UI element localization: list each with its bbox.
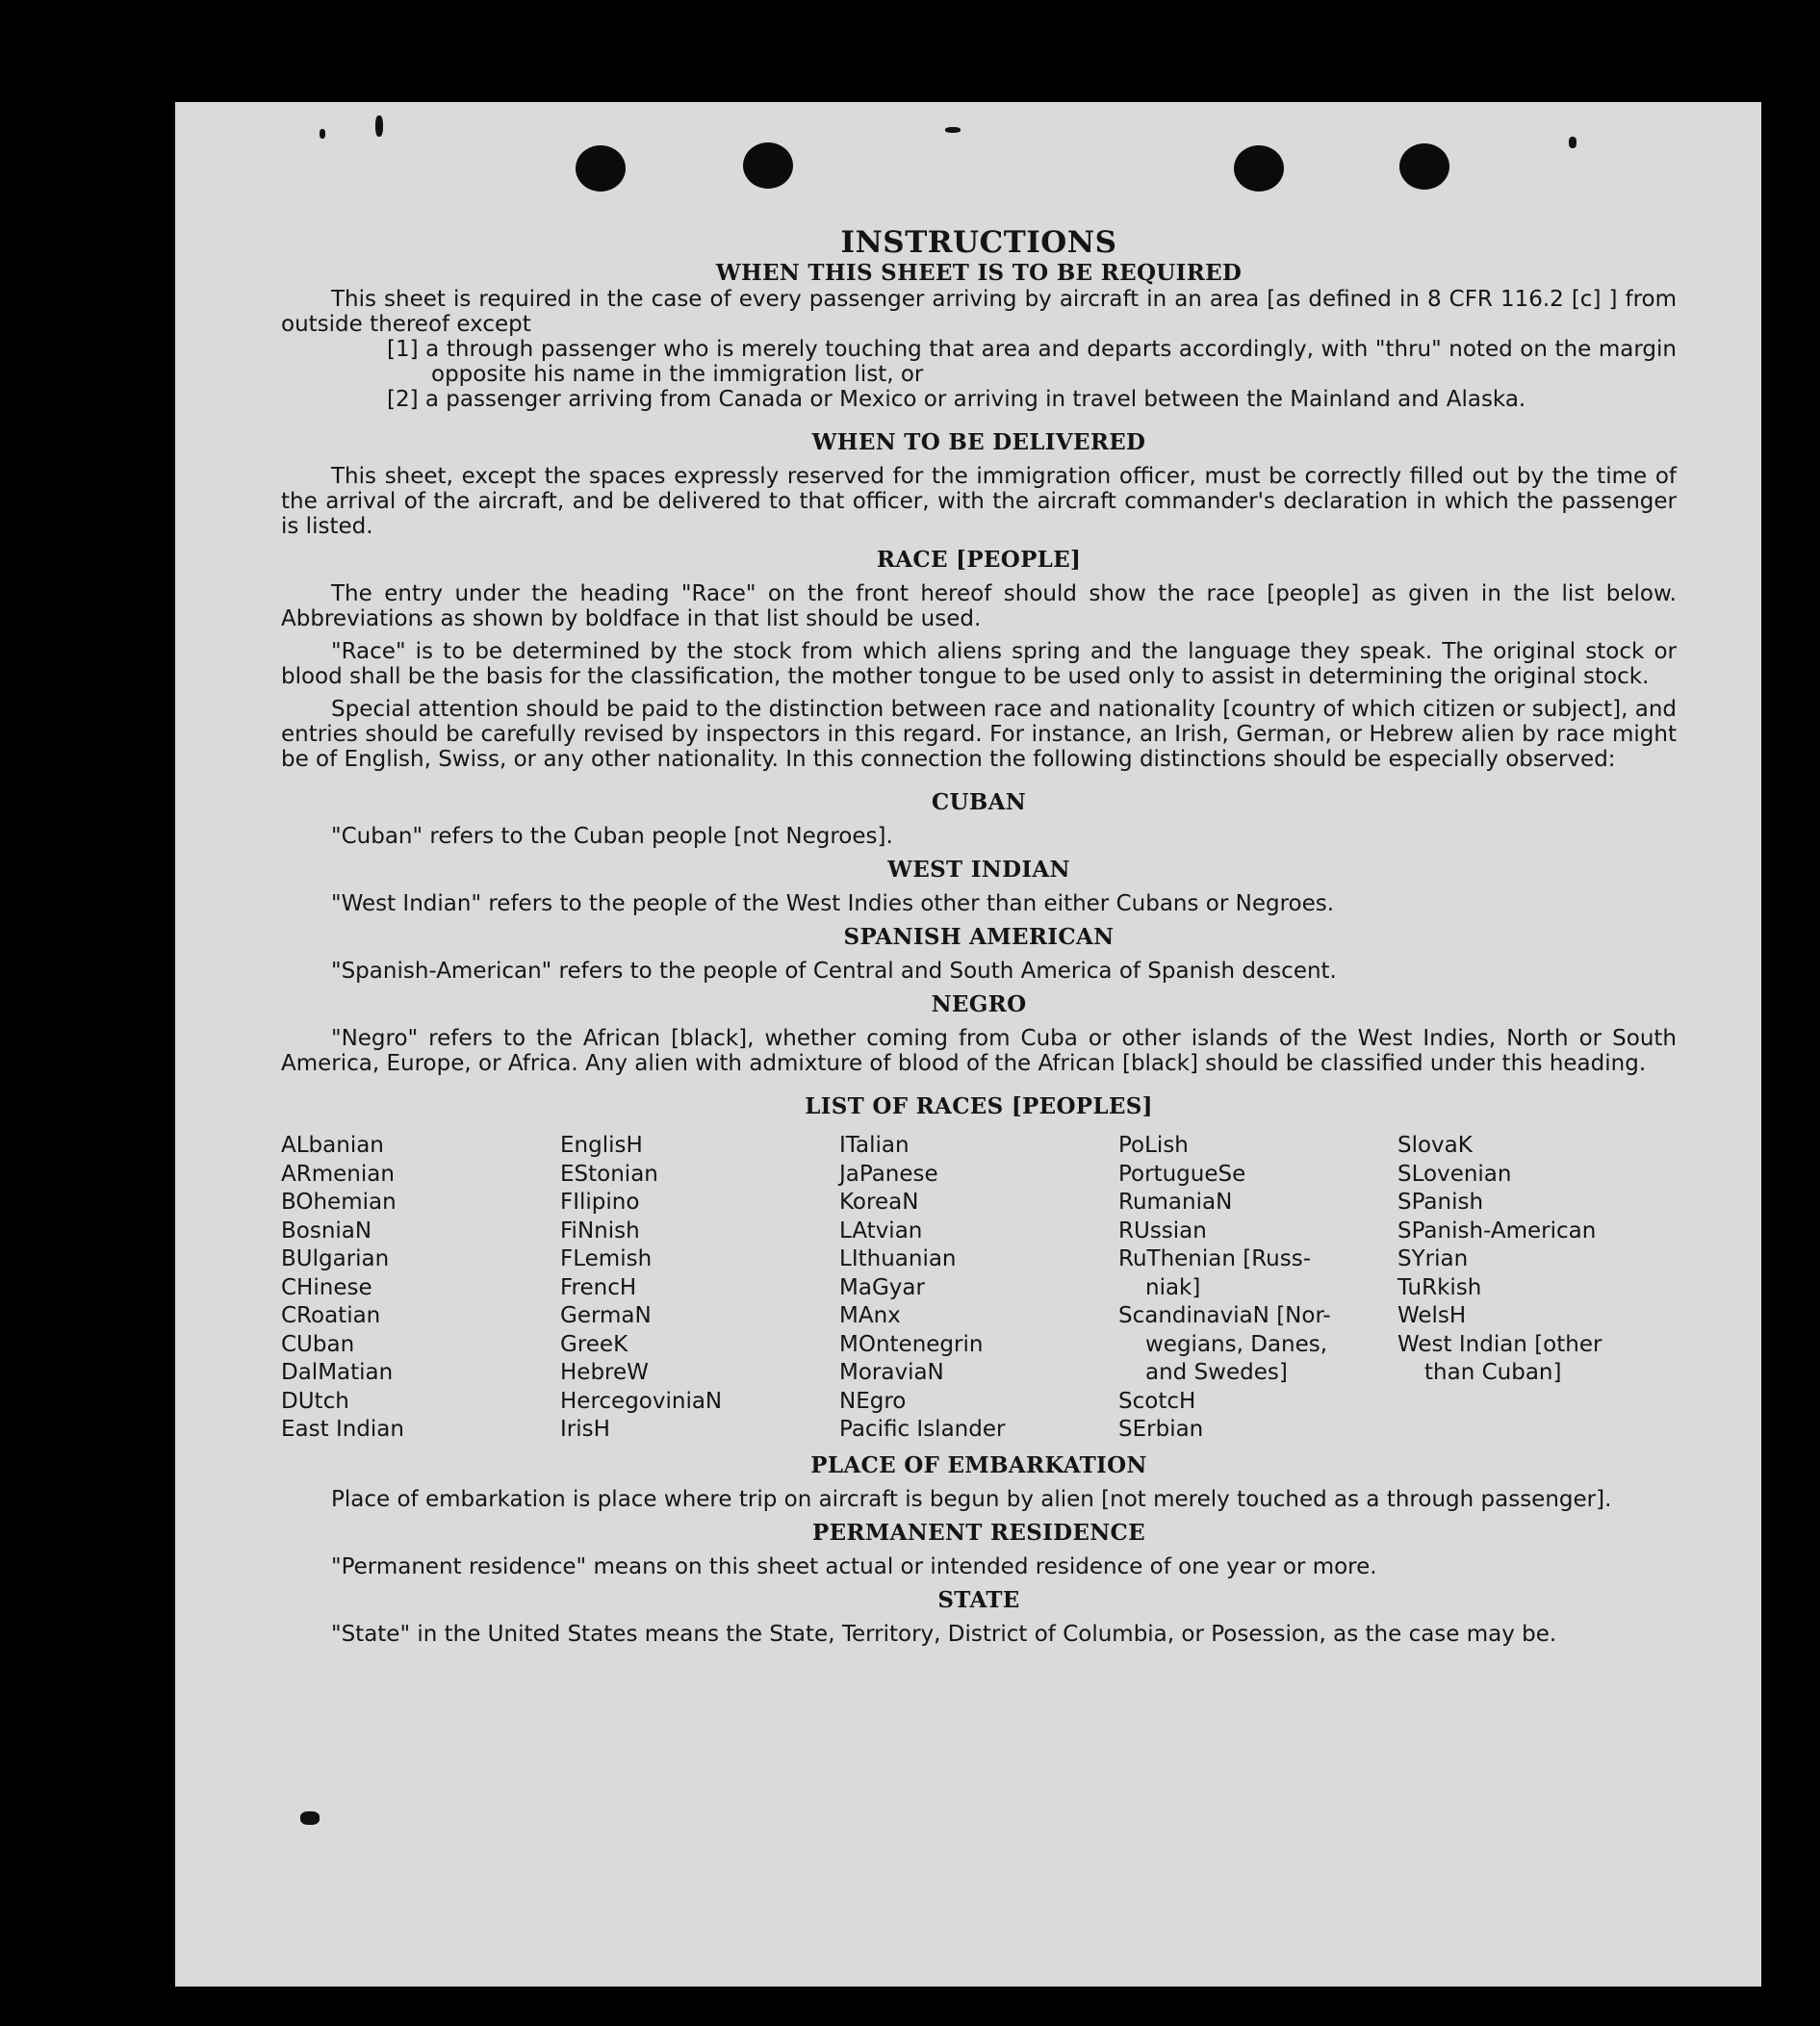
section-heading: STATE [937,1586,1020,1613]
race-entry: KoreaN [839,1190,919,1215]
race-entry: SPanish-American [1397,1218,1597,1244]
section-heading: WEST INDIAN [887,857,1070,883]
race-entry: LAtvian [839,1218,923,1244]
race-entry: HercegoviniaN [560,1388,723,1414]
race-entry: PoLish [1118,1133,1189,1158]
race-entry: EnglisH [560,1133,643,1158]
race-entry: MaGyar [839,1274,925,1300]
paragraph: "State" in the United States means the State, Territory, District of Columbia, or Posession, as the case may be. [331,1621,1557,1647]
race-entry: CHinese [281,1274,372,1300]
section-heading: NEGRO [931,991,1027,1017]
ink-speck [375,115,383,137]
race-entry: DalMatian [281,1360,394,1385]
race-entry-continued [1118,1331,1397,1360]
section-heading: WHEN TO BE DELIVERED [811,429,1146,455]
race-list [281,1132,1677,1445]
race-entry: SLovenian [1397,1161,1512,1187]
ink-speck [945,127,961,133]
ink-speck [300,1811,320,1825]
paragraph: Special attention should be paid to the distinction between race and nationality [country of which citizen or subject], and entries should be carefully revised by inspectors in this regard. For instance, an Irish, German, or Hebrew alien by race might be of English, Swiss, or any other nationality. In this connection the following distinctions should be especially observed: [281,697,1677,772]
section-heading: WHEN THIS SHEET IS TO BE REQUIRED [715,260,1243,286]
race-entry: BOhemian [281,1190,397,1215]
race-column [281,1132,560,1445]
race-entry-continued [1118,1359,1397,1388]
race-entry: SPanish [1397,1190,1484,1215]
race-entry: PortugueSe [1118,1161,1246,1187]
punch-hole [1399,143,1449,190]
paragraph: Place of embarkation is place where trip on aircraft is begun by alien [not merely touched as a through passenger]. [331,1486,1612,1512]
race-column [839,1132,1118,1445]
race-column [1118,1132,1397,1445]
race-entry: FiNnish [560,1218,640,1244]
race-entry: ITalian [839,1133,910,1158]
race-entry: ALbanian [281,1133,384,1158]
race-entry: GreeK [560,1331,628,1357]
race-entry-continuation: niak] [1145,1274,1201,1300]
race-entry: ScandinaviaN [Nor- [1118,1303,1331,1328]
paragraph: "Race" is to be determined by the stock from which aliens spring and the language they speak. The original stock or blood shall be the basis for the classification, the mother tongue to be used only to assist in determining the original stock. [281,639,1677,689]
race-entry: SYrian [1397,1246,1469,1271]
paragraph: The entry under the heading "Race" on the front hereof should show the race [people] as given in the list below. Abbreviations as shown by boldface in that list should be used. [281,581,1677,631]
race-entry: MOntenegrin [839,1331,984,1357]
race-entry: MAnx [839,1303,901,1328]
paragraph: This sheet is required in the case of every passenger arriving by aircraft in an area [as defined in 8 CFR 116.2 [c] ] from outside thereof except [281,287,1677,337]
document-sheet [175,102,1761,1987]
race-entry: GermaN [560,1303,652,1328]
race-entry: RuThenian [Russ- [1118,1246,1312,1271]
paragraph: "Cuban" refers to the Cuban people [not Negroes]. [331,824,893,849]
race-entry: TuRkish [1397,1274,1482,1300]
race-entry: BUlgarian [281,1246,390,1271]
race-entry: CRoatian [281,1303,381,1328]
race-entry: EStonian [560,1161,658,1187]
paragraph: "Spanish-American" refers to the people of Central and South America of Spanish descent. [331,959,1337,984]
race-entry: East Indian [281,1417,404,1442]
race-entry: LIthuanian [839,1246,957,1271]
section-heading: PERMANENT RESIDENCE [812,1519,1145,1546]
paragraph: "West Indian" refers to the people of the West Indies other than either Cubans or Negroes. [331,891,1335,916]
list-item: [1] a through passenger who is merely touching that area and departs accordingly, with "thru" noted on the margin opposite his name in the immigration list, or [387,337,1677,387]
paragraph: "Negro" refers to the African [black], whether coming from Cuba or other islands of the West Indies, North or South America, Europe, or Africa. Any alien with admixture of blood of the African [black] should be classified under this heading. [281,1026,1677,1076]
page-title: INSTRUCTIONS [840,225,1117,260]
section-heading: PLACE OF EMBARKATION [810,1451,1147,1478]
race-entry: FrencH [560,1274,637,1300]
race-entry-continuation: wegians, Danes, [1145,1331,1328,1357]
race-entry: ScotcH [1118,1388,1196,1414]
document-body [281,225,1677,1647]
race-entry: RumaniaN [1118,1190,1233,1215]
race-entry: RUssian [1118,1218,1207,1244]
race-entry: JaPanese [839,1161,938,1187]
race-column [560,1132,839,1445]
race-entry: NEgro [839,1388,907,1414]
race-entry: SlovaK [1397,1133,1473,1158]
paragraph: "Permanent residence" means on this sheet actual or intended residence of one year or more. [331,1553,1377,1579]
race-entry: ARmenian [281,1161,395,1187]
punch-hole [743,142,793,189]
punch-hole [576,145,626,192]
list-item: [2] a passenger arriving from Canada or Mexico or arriving in travel between the Mainland and Alaska. [387,387,1526,412]
race-entry: BosniaN [281,1218,372,1244]
race-entry: FLemish [560,1246,653,1271]
ink-speck [320,129,325,139]
section-heading: SPANISH AMERICAN [843,924,1115,950]
section-heading: CUBAN [931,789,1027,815]
race-entry: DUtch [281,1388,349,1414]
race-entry: IrisH [560,1417,610,1442]
race-entry: MoraviaN [839,1360,944,1385]
punch-hole [1234,145,1284,192]
race-entry: HebreW [560,1360,649,1385]
section-heading: RACE [PEOPLE] [876,547,1082,573]
race-entry-continued [1397,1359,1677,1388]
ink-speck [1569,137,1576,148]
race-entry: West Indian [other [1397,1331,1602,1357]
race-entry-continued [1118,1274,1397,1303]
race-entry: FIlipino [560,1190,640,1215]
race-entry: CUban [281,1331,355,1357]
race-column [1397,1132,1677,1445]
race-entry: Pacific Islander [839,1417,1006,1442]
race-entry: SErbian [1118,1417,1204,1442]
paragraph: This sheet, except the spaces expressly reserved for the immigration officer, must be correctly filled out by the time of the arrival of the aircraft, and be delivered to that officer, with the aircraft commander's declaration in which the passenger is listed. [281,464,1677,539]
races-heading: LIST OF RACES [PEOPLES] [805,1093,1153,1119]
race-entry-continuation: than Cuban] [1424,1360,1562,1385]
race-entry-continuation: and Swedes] [1145,1360,1288,1385]
race-entry: WelsH [1397,1303,1467,1328]
